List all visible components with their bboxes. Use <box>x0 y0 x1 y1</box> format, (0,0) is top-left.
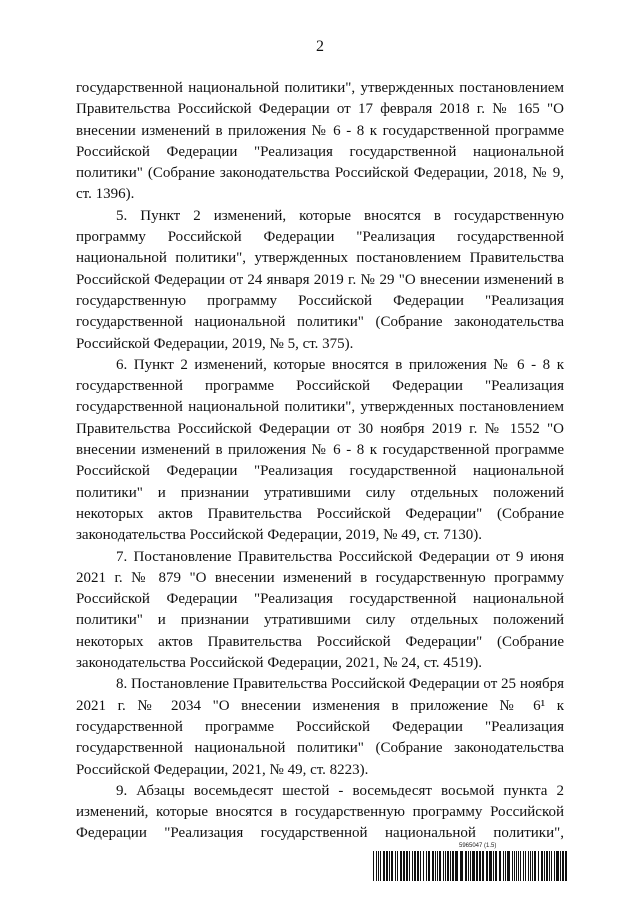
barcode-icon <box>373 851 567 881</box>
document-body <box>76 78 564 845</box>
paragraph-continuation: государственной национальной политики", утвержденных постановлением Правительства Российской Федерации от 17 февраля 2018 г. № 165 "О внесении изменений в приложения № 6 - 8 к государственной программе Российской Федерации "Реализация государственной национальной политики" (Собрание законодательства Российской Федерации, 2018, № 9, ст. 1396). <box>76 80 564 203</box>
paragraph-item-7: 7. Постановление Правительства Российской Федерации от 9 июня 2021 г. № 879 "О внесении изменений в государственную программу Российской Федерации "Реализация государственной национальной политики" и признании утратившими силу отдельных положений некоторых актов Правительства Российской Федерации" (Собрание законодательства Российской Федерации, 2021, № 24, ст. 4519). <box>76 548 564 672</box>
paragraph-item-5: 5. Пункт 2 изменений, которые вносятся в государственную программу Российской Федерации "Реализация государственной национальной политики", утвержденных постановлением Правительства Российской Федерации от 24 января 2019 г. № 29 "О внесении изменений в государственную программу Российской Федерации "Реализация государственной национальной политики" (Собрание законодательства Российской Федерации, 2019, № 5, ст. 375). <box>76 207 564 352</box>
barcode-caption: 5965047 (1.5) <box>459 843 497 849</box>
paragraph-item-8: 8. Постановление Правительства Российской Федерации от 25 ноября 2021 г. № 2034 "О внесении изменения в приложение № 6¹ к государственной программе Российской Федерации "Реализация государственной национальной политики" (Собрание законодательства Российской Федерации, 2021, № 49, ст. 8223). <box>76 676 564 778</box>
paragraph-item-9: 9. Абзацы восемьдесят шестой - восемьдесят восьмой пункта 2 изменений, которые вносятся в государственную программу Российской Федерации "Реализация государственной национальной политики", <box>76 782 564 842</box>
document-barcode <box>373 843 567 883</box>
paragraph-item-6: 6. Пункт 2 изменений, которые вносятся в приложения № 6 - 8 к государственной программе Российской Федерации "Реализация государственной национальной политики", утвержденных постановлением Правительства Российской Федерации от 30 ноября 2019 г. № 1552 "О внесении изменений в приложения № 6 - 8 к государственной программе Российской Федерации "Реализация государственной национальной политики" и признании утратившими силу отдельных положений некоторых актов Правительства Российской Федерации" (Собрание законодательства Российской Федерации, 2019, № 49, ст. 7130). <box>76 356 564 544</box>
page-number: 2 <box>316 38 324 55</box>
